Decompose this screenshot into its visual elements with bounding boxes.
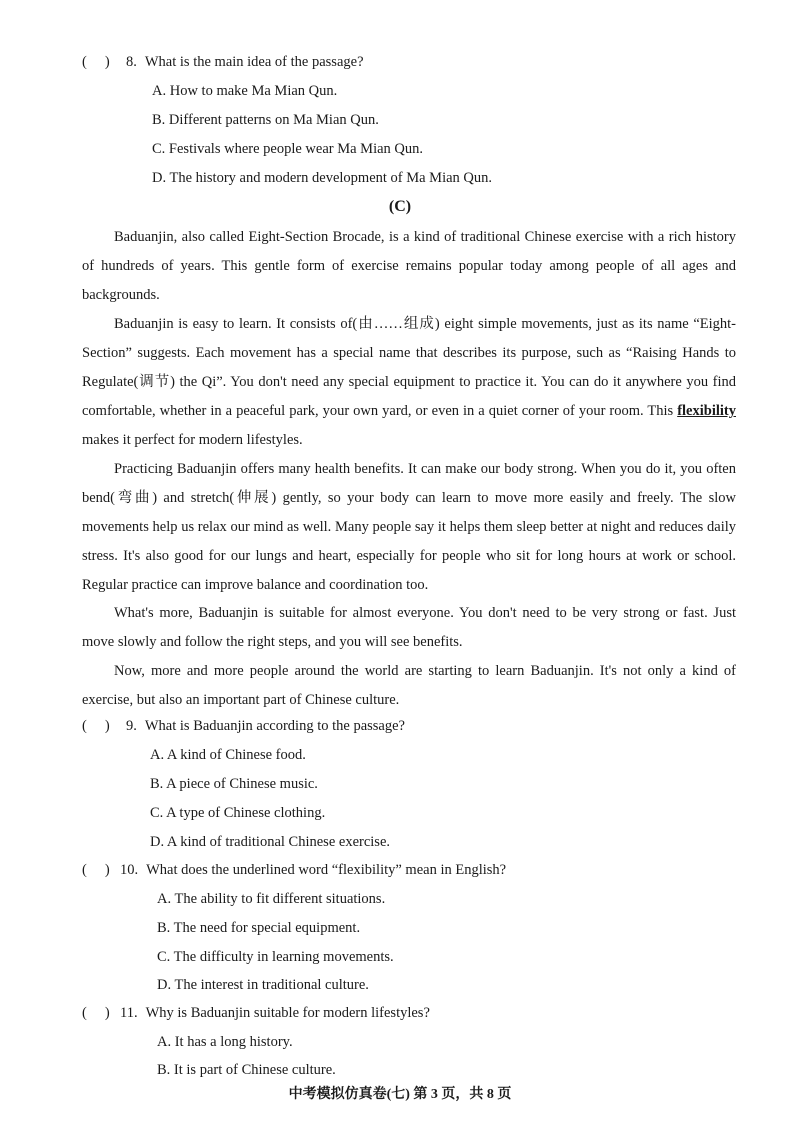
option-c[interactable]: C. The difficulty in learning movements.	[157, 949, 394, 965]
page-footer: 中考模拟仿真卷(七) 第 3 页，共 8 页	[288, 1087, 512, 1102]
question-stem: What is the main idea of the passage?	[144, 54, 364, 70]
answer-blank[interactable]: ( )	[82, 1005, 110, 1021]
option-a[interactable]: A. It has a long history.	[157, 1034, 293, 1050]
option-d[interactable]: D. A kind of traditional Chinese exercise.	[150, 834, 391, 850]
question-8	[82, 54, 364, 71]
question-number: 10.	[120, 862, 139, 878]
option-b[interactable]: B. A piece of Chinese music.	[150, 776, 318, 792]
option-b[interactable]: B. Different patterns on Ma Mian Qun.	[152, 112, 379, 128]
question-number: 11.	[120, 1005, 138, 1021]
option-a[interactable]: A. The ability to fit different situations.	[157, 891, 386, 907]
question-number: 8.	[126, 54, 137, 70]
option-a[interactable]: A. How to make Ma Mian Qun.	[152, 83, 338, 99]
question-stem: Why is Baduanjin suitable for modern lifestyles?	[145, 1005, 430, 1021]
passage-paragraph-3: Practicing Baduanjin offers many health benefits. It can make our body strong. When you do it, you often bend(弯曲) and stretch(伸展) gently, so your body can learn to move more easily and freely. The slow movements help us relax our mind as well. Many people say it helps them sleep better at night and reduces daily stress. It's also good for our lungs and heart, especially for people who sit for long hours at work or school. Regular practice can improve balance and coordination too.	[82, 461, 736, 593]
question-number: 9.	[126, 718, 137, 734]
question-11	[82, 1005, 430, 1022]
option-d[interactable]: D. The interest in traditional culture.	[157, 977, 369, 993]
option-b[interactable]: B. The need for special equipment.	[157, 920, 361, 936]
question-9	[82, 718, 405, 735]
answer-blank[interactable]: ( )	[82, 718, 110, 734]
option-c[interactable]: C. A type of Chinese clothing.	[150, 805, 326, 821]
option-d[interactable]: D. The history and modern development of Ma Mian Qun.	[152, 170, 493, 186]
underlined-word: flexibility	[677, 403, 736, 419]
option-b[interactable]: B. It is part of Chinese culture.	[157, 1062, 336, 1078]
question-10	[82, 862, 506, 879]
answer-blank[interactable]: ( )	[82, 54, 110, 70]
passage-paragraph-1: Baduanjin, also called Eight-Section Brocade, is a kind of traditional Chinese exercise with a rich history of hundreds of years. This gentle form of exercise remains popular today among people of all ages and backgrounds.	[82, 229, 736, 303]
passage-paragraph-4: What's more, Baduanjin is suitable for almost everyone. You don't need to be very strong or fast. Just move slowly and follow the right steps, and you will see benefits.	[82, 605, 736, 650]
option-a[interactable]: A. A kind of Chinese food.	[150, 747, 306, 763]
section-title: (C)	[388, 198, 412, 215]
option-c[interactable]: C. Festivals where people wear Ma Mian Qun.	[152, 141, 424, 157]
answer-blank[interactable]: ( )	[82, 862, 110, 878]
passage-paragraph-2: Baduanjin is easy to learn. It consists of(由……组成) eight simple movements, just as its name “Eight-Section” suggests. Each movement has a special name that describes its purpose, such as “Raising Hands to Regulate(调节) the Qi”. You don't need any special equipment to practice it. You can do it anywhere you find comfortable, whether in a peaceful park, your own yard, or even in a quiet corner of your room. This flexibility makes it perfect for modern lifestyles.	[82, 316, 736, 448]
question-stem: What does the underlined word “flexibility” mean in English?	[146, 862, 507, 878]
question-stem: What is Baduanjin according to the passage?	[144, 718, 405, 734]
passage-paragraph-5: Now, more and more people around the world are starting to learn Baduanjin. It's not only a kind of exercise, but also an important part of Chinese culture.	[82, 663, 736, 708]
